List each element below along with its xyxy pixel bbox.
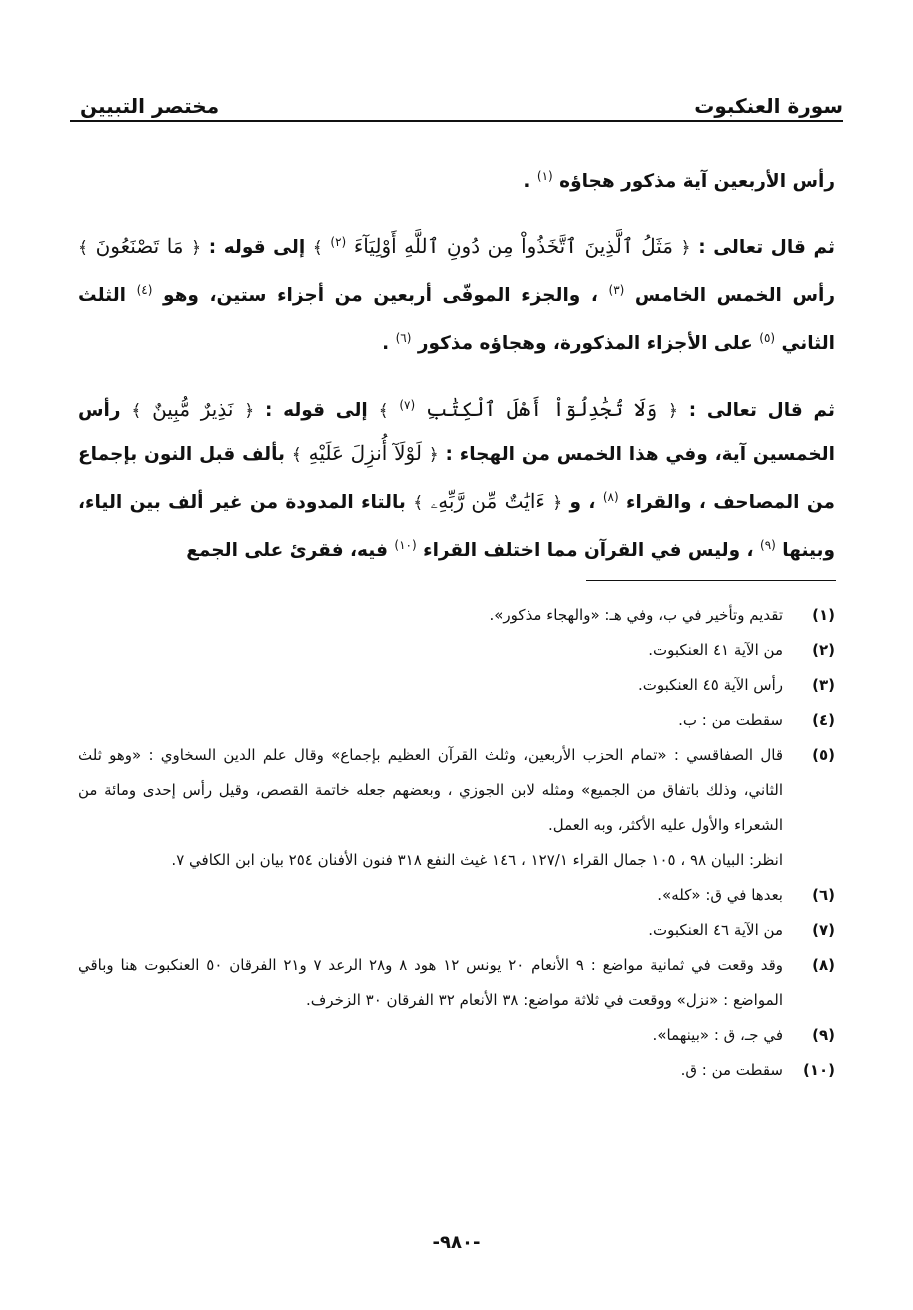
footnote-2 — [78, 633, 835, 668]
page-number: -٩٨٠- — [432, 1232, 481, 1253]
footnote-1 — [78, 598, 835, 633]
footnote-8 — [78, 948, 835, 1018]
quran-verse: لَوْلَآ أُنزِلَ عَلَيْهِ — [308, 440, 422, 465]
quran-verse: ءَايَٰتٌ مِّن رَّبِّهِۦ — [430, 488, 545, 513]
paragraph-1 — [78, 155, 835, 203]
text-run: إلى قوله : — [208, 237, 306, 259]
paragraph-2 — [78, 221, 835, 365]
footnote-number: (٦) — [812, 886, 835, 904]
ornate-bracket-close: ﴾ — [78, 238, 88, 259]
text-run: . — [382, 333, 390, 355]
footnote-4 — [78, 703, 835, 738]
footnote-text: وقد وقعت في ثمانية مواضع : ٩ الأنعام ٢٠ يونس ١٢ هود ٨ و٢٨ الرعد ٧ و٢١ الفرقان ٥٠ العنكبوت هنا وباقي المواضع : «نزل» ووقعت في ثلاثة مواضع: ٣٨ الأنعام ٣٢ الفرقان ٣٠ الزخرف. — [78, 956, 784, 1009]
text-run: ، والجزء الموفّى أربعين من أجزاء ستين، وهو — [163, 285, 598, 307]
footnote-number: (٧) — [812, 921, 835, 939]
ornate-bracket-close: ﴾ — [312, 238, 323, 259]
footnote-ref-4: (٤) — [136, 283, 153, 298]
footnote-ref-3: (٣) — [608, 283, 625, 298]
footnote-number: (٩) — [812, 1026, 835, 1044]
text-run: رأس الخمس الخامس — [634, 285, 835, 307]
footnote-number: (٢) — [812, 641, 835, 659]
footnote-number: (٤) — [812, 711, 835, 729]
footnote-text: سقطت من : ق. — [680, 1061, 783, 1079]
text-run: إلى قوله : — [264, 399, 368, 421]
footnote-text: تقديم وتأخير في ب، وفي هـ: «والهجاء مذكور». — [489, 606, 783, 624]
footnote-ref-6: (٦) — [395, 331, 412, 346]
footnote-text: في جـ، ق : «بينهما». — [652, 1026, 783, 1044]
main-text — [78, 155, 835, 572]
ornate-bracket-open: ﴿ — [680, 238, 691, 259]
quran-verse: وَلَا تُجَٰدِلُوٓاْ أَهْلَ ٱلْكِتَٰبِ — [425, 396, 658, 421]
footnote-ref-7: (٧) — [399, 397, 416, 412]
footnote-text: من الآية ٤١ العنكبوت. — [648, 641, 783, 659]
footnote-text: بعدها في ق: «كله». — [657, 886, 783, 904]
footnote-5 — [78, 738, 835, 878]
running-header — [70, 80, 843, 122]
quran-verse: نَذِيرٌ مُّبِينٌ — [152, 396, 234, 421]
quran-verse: مَا تَصْنَعُونَ — [95, 234, 184, 259]
ornate-bracket-open: ﴿ — [667, 400, 678, 421]
footnote-number: (٨) — [812, 956, 835, 974]
footnote-9 — [78, 1018, 835, 1053]
book-title: مختصر التبيين — [80, 94, 220, 118]
footnote-ref-5: (٥) — [759, 331, 776, 346]
ornate-bracket-open: ﴿ — [244, 400, 255, 421]
footnote-ref-9: (٩) — [760, 537, 776, 552]
footnote-ref-2: (٢) — [330, 235, 347, 250]
text-run: . — [523, 171, 531, 193]
footnote-text: رأس الآية ٤٥ العنكبوت. — [637, 676, 783, 694]
footnote-sources: انظر: البيان ٩٨ ، ١٠٥ جمال القراء ١٢٧/١ ، ١٤٦ غيث النفع ٣١٨ فنون الأفنان ٢٥٤ بيان ابن الكافي ٧. — [171, 851, 783, 869]
ornate-bracket-close: ﴾ — [378, 400, 389, 421]
text-run: ، وليس في القرآن مما اختلف القراء — [423, 540, 754, 562]
text-run: رأس الخمسين آية، وفي هذا الخمس من الهجاء : — [78, 399, 835, 465]
text-run: ثم قال تعالى : — [698, 237, 835, 259]
text-run: ثم قال تعالى : — [688, 399, 836, 421]
footnotes — [78, 598, 835, 1088]
footnote-number: (١٠) — [802, 1061, 835, 1079]
footnote-text: سقطت من : ب. — [678, 711, 783, 729]
text-run: بالتاء المدودة من غير ألف بين الياء، وبينها — [78, 491, 835, 562]
footnote-6 — [78, 878, 835, 913]
footnote-ref-10: (١٠) — [394, 537, 417, 552]
ornate-bracket-close: ﴾ — [291, 444, 302, 465]
footnote-10 — [78, 1053, 835, 1088]
footnote-text — [78, 738, 783, 878]
footnote-number: (١) — [812, 606, 835, 624]
footnote-separator — [586, 580, 836, 581]
ornate-bracket-open: ﴿ — [552, 492, 563, 513]
ornate-bracket-open: ﴿ — [428, 444, 439, 465]
ornate-bracket-close: ﴾ — [131, 400, 142, 421]
footnote-number: (٣) — [812, 676, 835, 694]
footnote-ref-1: (١) — [536, 169, 553, 183]
text-run: الثلث الثاني — [78, 285, 835, 355]
footnote-3 — [78, 668, 835, 703]
footnote-body: قال الصفاقسي : «تمام الحزب الأربعين، وثلث القرآن العظيم بإجماع» وقال علم الدين السخاوي : «وهو ثلث الثاني، وذلك باتفاق من الجميع» ومثله لابن الجوزي ، وبعضهم جعله خاتمة القصص، وقيل رأس إحدى ومائة من الشعراء والأول عليه الأكثر، وبه العمل. — [78, 746, 783, 834]
quran-verse: مَثَلُ ٱلَّذِينَ ٱتَّخَذُواْ مِن دُونِ ٱللَّهِ أَوْلِيَآءَ — [353, 234, 674, 259]
footnote-number: (٥) — [812, 746, 835, 764]
ornate-bracket-open: ﴿ — [191, 238, 202, 259]
paragraph-3 — [78, 384, 835, 572]
surah-title: سورة العنكبوت — [694, 94, 843, 118]
ornate-bracket-close: ﴾ — [413, 492, 424, 513]
footnote-text: من الآية ٤٦ العنكبوت. — [648, 921, 783, 939]
text-run: بألف قبل النون بإجماع من المصاحف ، والقراء — [78, 443, 835, 513]
text-run: على الأجزاء المذكورة، وهجاؤه مذكور — [417, 333, 753, 355]
text-run: ، و — [569, 491, 596, 513]
footnote-7 — [78, 913, 835, 948]
footnote-ref-8: (٨) — [602, 489, 619, 504]
text-run: فيه، فقرئ على الجمع — [186, 540, 388, 562]
text-run: رأس الأربعين آية مذكور هجاؤه — [559, 171, 835, 193]
